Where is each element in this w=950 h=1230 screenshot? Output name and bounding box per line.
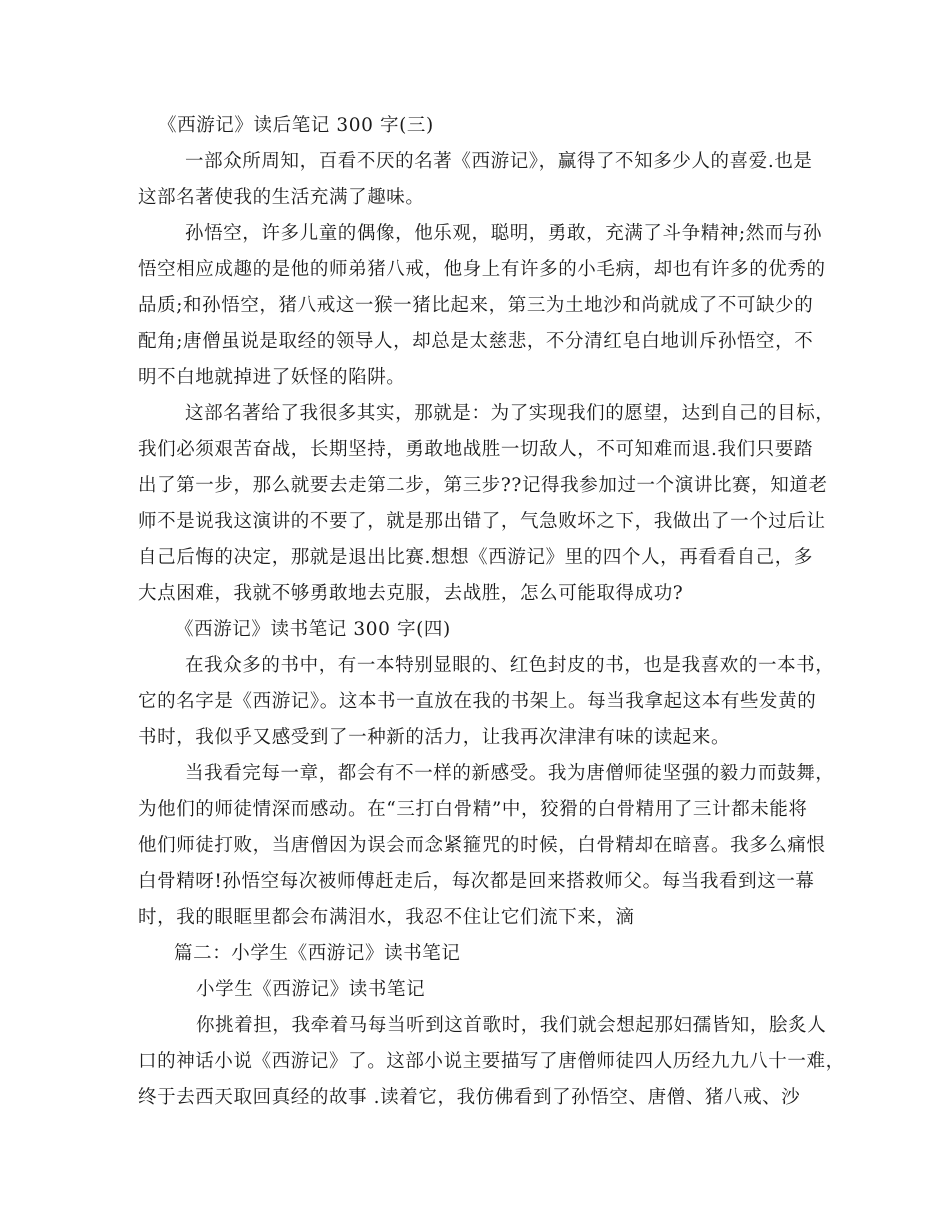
paragraph-line: 当我看完每一章，都会有不一样的新感受。我为唐僧师徒坚强的毅力而鼓舞， xyxy=(185,763,835,784)
paragraph-line: 他们师徒打败，当唐僧因为误会而念紧箍咒的时候，白骨精却在暗喜。我多么痛恨 xyxy=(138,835,826,856)
paragraph-line: 我们必须艰苦奋战，长期坚持，勇敢地战胜一切敌人，不可知难而退.我们只要踏 xyxy=(138,439,813,460)
paragraph-line: 孙悟空，许多儿童的偶像，他乐观，聪明，勇敢，充满了斗争精神;然而与孙 xyxy=(185,223,823,244)
paragraph-line: 白骨精呀!孙悟空每次被师傅赶走后，每次都是回来搭救师父。每当我看到这一幕 xyxy=(138,871,815,892)
paragraph-line: 它的名字是《西游记》。这本书一直放在我的书架上。每当我拿起这本有些发黄的 xyxy=(138,691,817,712)
paragraph-line: 这部名著使我的生活充满了趣味。 xyxy=(138,187,425,208)
section-heading: 《西游记》读书笔记 300 字(四) xyxy=(175,619,451,640)
paragraph-line: 师不是说我这演讲的不要了，就是那出错了，气急败坏之下，我做出了一个过后让 xyxy=(138,511,826,532)
paragraph-line: 一部众所周知，百看不厌的名著《西游记》，赢得了不知多少人的喜爱.也是 xyxy=(185,151,813,172)
paragraph-line: 明不白地就掉进了妖怪的陷阱。 xyxy=(138,367,406,388)
section-heading: 《西游记》读后笔记 300 字(三) xyxy=(158,115,434,136)
paragraph-line: 你挑着担，我牵着马每当听到这首歌时，我们就会想起那妇孺皆知，脍炙人 xyxy=(196,1015,827,1036)
paragraph-line: 出了第一步，那么就要去走第二步，第三步??记得我参加过一个演讲比赛，知道老 xyxy=(138,475,828,496)
paragraph-line: 在我众多的书中，有一本特别显眼的、红色封皮的书，也是我喜欢的一本书， xyxy=(185,655,835,676)
paragraph-line: 书时，我似乎又感受到了一种新的活力，让我再次津津有味的读起来。 xyxy=(138,727,731,748)
paragraph-line: 自己后悔的决定，那就是退出比赛.想想《西游记》里的四个人，再看看自己，多 xyxy=(138,547,813,568)
section-heading: 篇二：小学生《西游记》读书笔记 xyxy=(174,943,461,964)
paragraph-line: 口的神话小说《西游记》了。这部小说主要描写了唐僧师徒四人历经九九八十一难， xyxy=(138,1051,845,1072)
paragraph-line: 品质;和孙悟空，猪八戒这一猴一猪比起来，第三为土地沙和尚就成了不可缺少的 xyxy=(138,295,814,316)
paragraph-line: 为他们的师徒情深而感动。在“三打白骨精”中，狡猾的白骨精用了三计都未能将 xyxy=(138,799,808,820)
paragraph-line: 时，我的眼眶里都会布满泪水，我忍不住让它们流下来，滴 xyxy=(138,907,635,928)
paragraph-line: 大点困难，我就不够勇敢地去克服，去战胜，怎么可能取得成功? xyxy=(138,583,684,604)
section-subheading: 小学生《西游记》读书笔记 xyxy=(196,979,426,1000)
paragraph-line: 配角;唐僧虽说是取经的领导人，却总是太慈悲，不分清红皂白地训斥孙悟空，不 xyxy=(138,331,814,352)
paragraph-line: 终于去西天取回真经的故事 .读着它，我仿佛看到了孙悟空、唐僧、猪八戒、沙 xyxy=(138,1087,801,1108)
paragraph-line: 这部名著给了我很多其实，那就是：为了实现我们的愿望，达到自己的目标， xyxy=(185,403,835,424)
paragraph-line: 悟空相应成趣的是他的师弟猪八戒，他身上有许多的小毛病，却也有许多的优秀的 xyxy=(138,259,826,280)
